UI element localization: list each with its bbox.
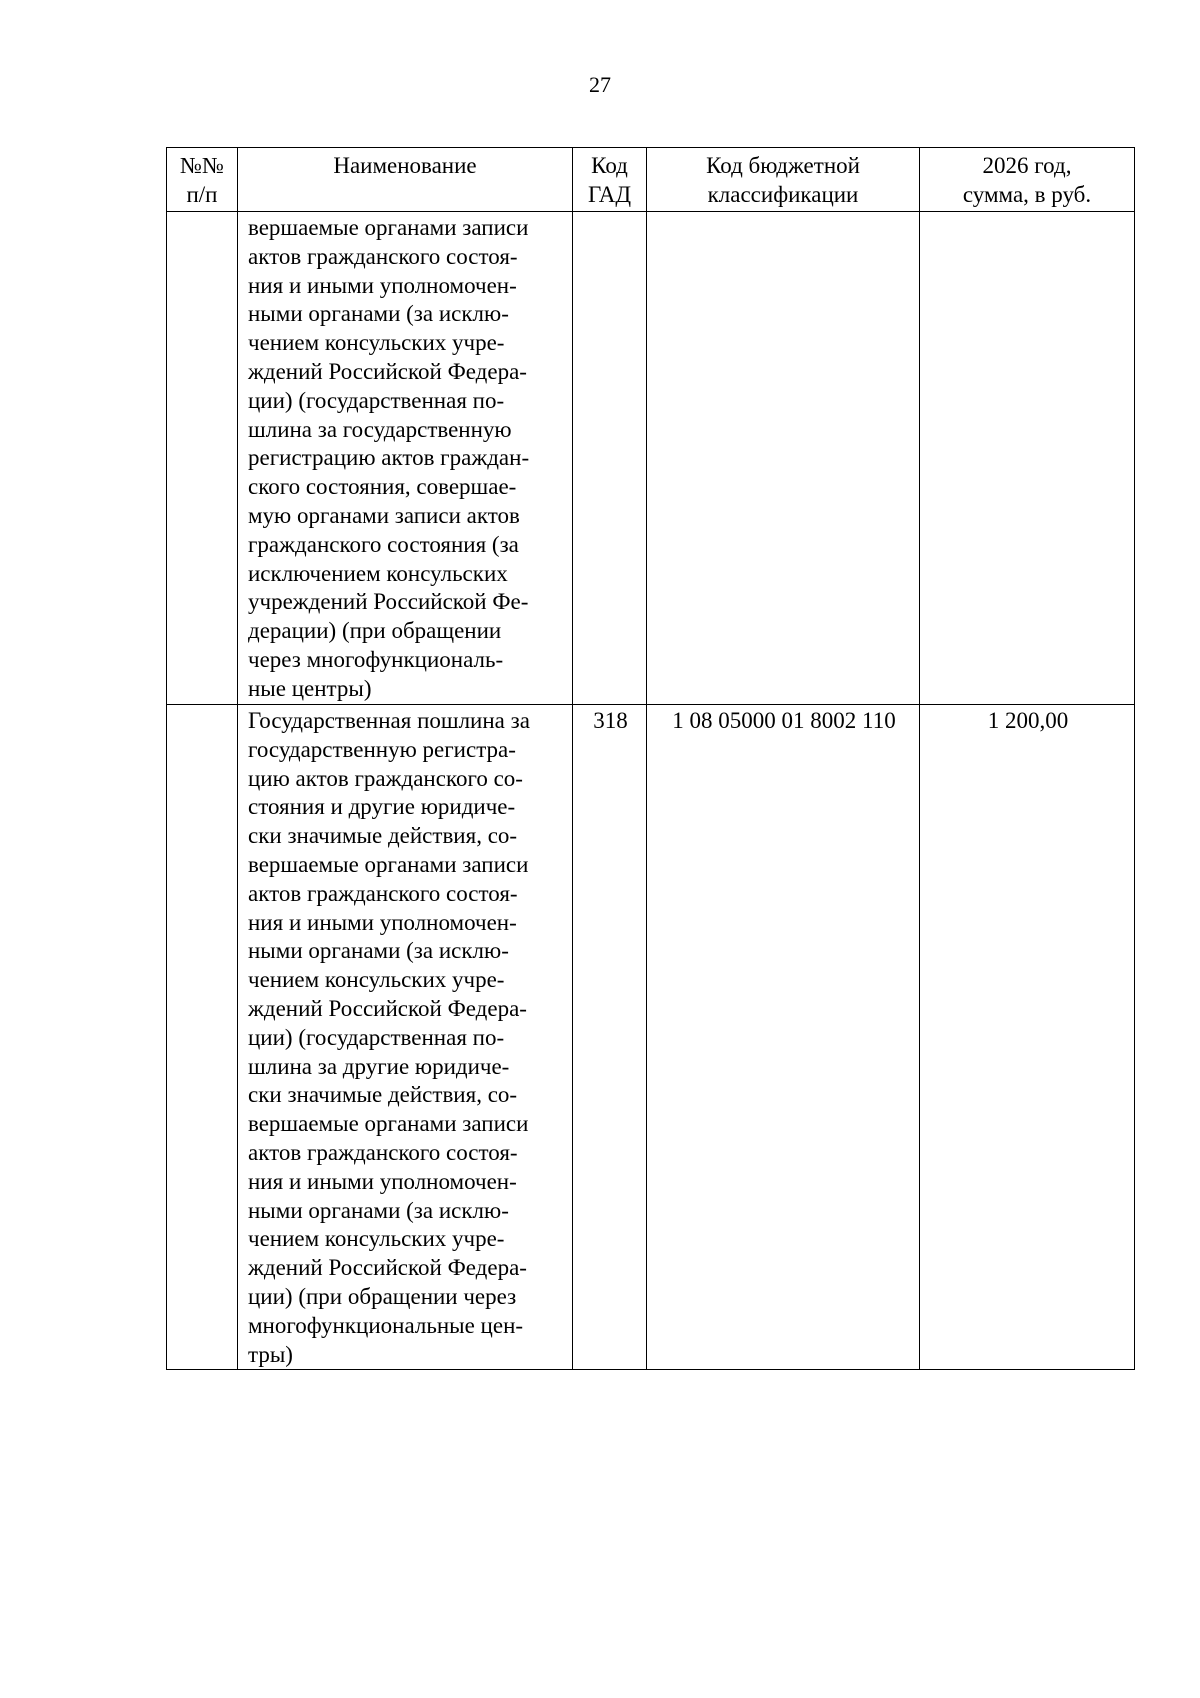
name-line: ния и иными уполномочен- [248,1168,517,1194]
name-line: ски значимые действия, со- [248,823,518,849]
name-line: ского состояния, совершае- [248,474,517,500]
name-line: шлина за государственную [248,416,512,442]
name-line: чением консульских учре- [248,330,505,356]
name-line: ния и иными уполномочен- [248,272,517,298]
name-line: многофункциональные цен- [248,1312,524,1338]
name-line: вершаемые органами записи [248,215,529,240]
header-budget-classification-line: Код бюджетной [706,153,860,178]
row-gad-code-cell: 318 [573,705,647,1370]
header-gad-code-line: ГАД [587,182,632,207]
name-line: актов гражданского состоя- [248,1139,518,1165]
header-amount-line: 2026 год, [982,153,1072,178]
name-line: стояния и другие юридиче- [248,794,516,820]
name-line: дерации) (при обращении [248,618,502,644]
row-name-cell [238,212,573,705]
row-budget-classification-cell: 1 08 05000 01 8002 110 [647,705,920,1370]
header-row-number [167,148,238,212]
name-line: государственную регистра- [248,736,516,762]
page-number: 27 [589,72,611,97]
name-line: ными органами (за исклю- [248,938,509,964]
name-line: ции) (государственная по- [248,387,505,413]
name-line: вершаемые органами записи [248,851,529,877]
name-line: ции) (государственная по- [248,1024,505,1050]
budget-revenue-table [166,147,1135,1370]
header-amount-2026 [920,148,1135,212]
row-amount-cell [920,212,1135,705]
name-line: учреждений Российской Фе- [248,589,529,615]
name-line: ции) (при обращении через [248,1283,517,1309]
row-number-cell [167,705,238,1370]
name-line: ждений Российской Федера- [248,358,527,384]
row-budget-classification-cell [647,212,920,705]
row-gad-code-cell [573,212,647,705]
name-line: мую органами записи актов [248,502,520,528]
table-header-row [167,148,1135,212]
row-number-cell [167,212,238,705]
name-line: актов гражданского состоя- [248,243,518,269]
name-line: шлина за другие юридиче- [248,1053,510,1079]
name-line: Государственная пошлина за [248,708,530,733]
row-amount-cell: 1 200,00 [920,705,1135,1370]
name-line: цию актов гражданского со- [248,765,523,791]
header-budget-classification-code [647,148,920,212]
name-line: ными органами (за исклю- [248,1197,509,1223]
name-line: ными органами (за исклю- [248,301,509,327]
table-row [167,212,1135,705]
name-line: регистрацию актов граждан- [248,445,530,471]
name-line: ждений Российской Федера- [248,1255,527,1281]
header-row-number-line: п/п [186,182,218,207]
header-gad-code [573,148,647,212]
name-line: чением консульских учре- [248,967,505,993]
name-line: ния и иными уполномочен- [248,909,517,935]
name-line: исключением консульских [248,560,508,586]
name-line: гражданского состояния (за [248,531,519,557]
name-line: ные центры) [248,675,372,701]
header-budget-classification-line: классификации [707,182,859,207]
header-name-line: Наименование [333,153,477,178]
header-gad-code-line: Код [591,153,628,178]
name-line: тры) [248,1341,293,1367]
name-line: ски значимые действия, со- [248,1082,518,1108]
name-line: вершаемые органами записи [248,1111,529,1137]
table-row [167,705,1135,1370]
header-row-number-line: №№ [180,153,224,178]
row-name-cell [238,705,573,1370]
name-line: чением консульских учре- [248,1226,505,1252]
header-amount-line: сумма, в руб. [962,182,1092,207]
name-line: через многофункциональ- [248,646,504,672]
header-name [238,148,573,212]
name-line: ждений Российской Федера- [248,995,527,1021]
name-line: актов гражданского состоя- [248,880,518,906]
